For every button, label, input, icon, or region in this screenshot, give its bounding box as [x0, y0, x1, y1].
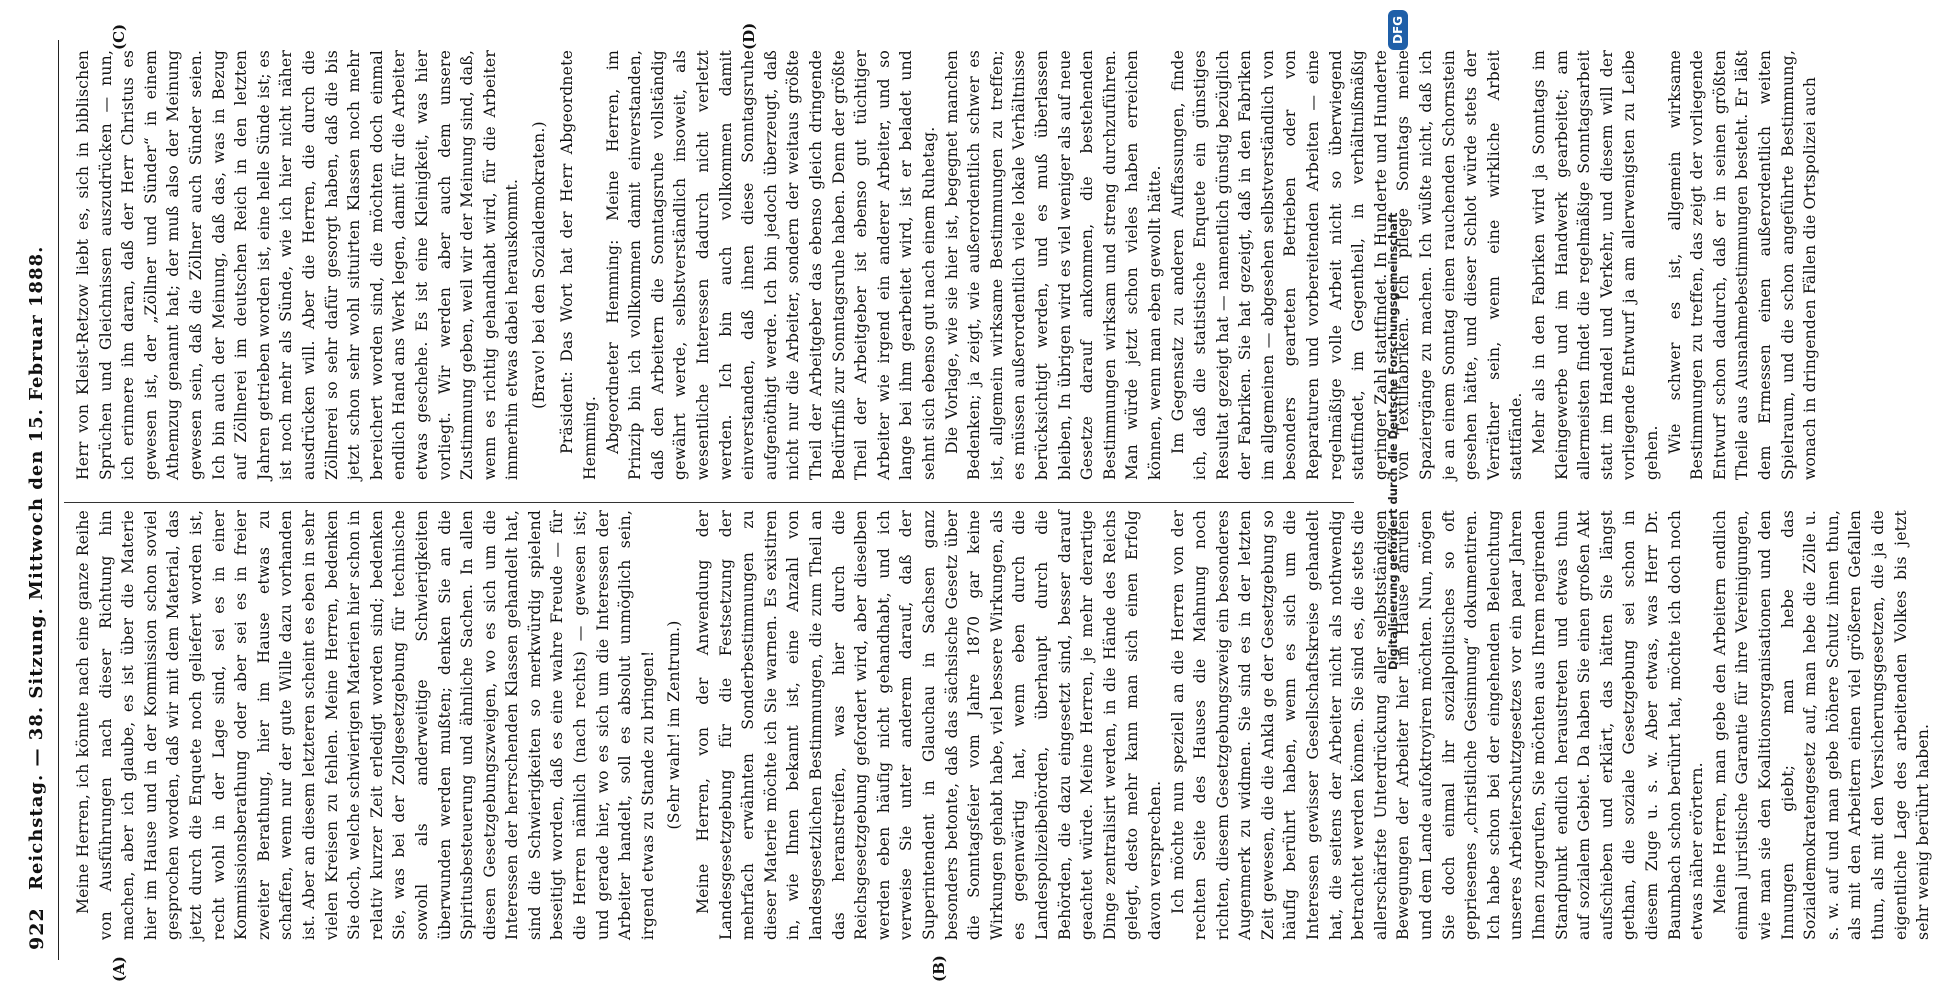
page-number: 922 [26, 907, 48, 950]
paragraph: Meine Herren, ich könnte nach eine ganze Reihe von Ausführungen nach dieser Richtung hin machen, aber ich glaube, es ist über die Materie hier im Hause und in der Kommission schon soviel gesprochen worden, daß wir mit dem Material, das jetzt durch die Enquete noch geliefert worden ist, recht wohl in der Lage sind, sei es in einer Kommissionsberathung oder aber sei es in freier zweiter Berathung, hier im Hause etwas zu schaffen, wenn nur der gute Wille dazu vorhanden ist. Aber an diesem letzteren scheint es eben in sehr vielen Kreisen zu fehlen. Meine Herren, bedenken Sie doch, welche schwierigen Materien hier schon in relativ kurzer Zeit erledigt worden sind; bedenken Sie, was bei der Zollgesetzgebung für technische sowohl als anderweitige Schwierigkeiten überwunden werden mußten; denken Sie an die Spiritusbesteuerung und ähnliche Sachen. In allen diesen Gesetzgebungszweigen, wo es sich um die Interessen der herrschenden Klassen gehandelt hat, sind die Schwierigkeiten so merkwürdig spielend beseitigt worden, daß es eine wahre Freude — für die Herren nämlich (nach rechts) — gewesen ist; und gerade hier, wo es sich um die Interessen der Arbeiter handelt, soll es absolut unmöglich sein, irgend etwas zu Stande zu bringen! [74, 510, 657, 940]
margin-mark-c: (C) [110, 23, 128, 50]
paragraph: Meine Herren, von der Anwendung der Landesgesetzgebung für die Festsetzung der mehrfach erwähnten Sonderbestimmungen zu dieser Materie möchte ich Sie warnen. Es existiren in, wie Ihnen bekannt ist, eine Anzahl von landesgesetzlichen Bestimmungen, die zum Theil an das heranstreifen, was hier durch die Reichsgesetzgebung gefordert wird, aber dieselben werden eben häufig nicht gehandhabt, und ich verweise Sie unter anderem darauf, daß der Superintendent in Glauchau in Sachsen ganz besonders betonte, daß das sächsische Gesetz über die Sonntagsfeier vom Jahre 1870 gar keine Wirkungen gehabt habe, viel bessere Wirkungen, als es gegenwärtig hat, wenn eben durch die Landespolizeibehörden, überhaupt durch die Behörden, die dazu eingesetzt sind, besser darauf geachtet würde. Meine Herren, je mehr derartige Dinge zentralisirt werden, in die Hände des Reichs gelegt, desto mehr kann man sich einen Erfolg davon versprechen. [694, 510, 1164, 940]
interjection: (Sehr wahr! im Zentrum.) [665, 620, 684, 830]
paragraph: Ich möchte nun speziell an die Herren von der rechten Seite des Hauses die Mahnung noch richten, diesem Gesetzgebungszweig ein besonderes Augenmerk zu widmen. Sie sind es in der letzten Zeit gewesen, die die Ankla ge der Gesetzgebung so häufig berührt haben, wenn es sich um die Interessen gewisser Gesellschaftskreise gehandelt hat, die seitens der Arbeiter nicht als nothwendig betrachtet werden können. Sie sind es, die stets die allerschärfste Unterdrückung aller selbstständigen Bewegungen der Arbeiter hier im Hause anrufen und dem Lande aufoktroyiren möchten. Nun, mögen Sie doch einmal ihr sozialpolitisches so oft gepriesenes „christliche Gesinnung“ dokumentiren. Ich habe schon bei der eingehenden Beleuchtung unseres Arbeiterschutzgesetzes vor ein paar Jahren Ihnen zugerufen, Sie möchten aus Ihrem negirenden Standpunkt endlich heraustreten und etwas thun auf sozialem Gebiet. Da haben Sie einen großen Akt aufschieben und erklärt, das hätten Sie längst gethan, die soziale Gesetzgebung sei schon in diesem Zuge u. s. w. Aber etwas, was Herr Dr. Baumbach schon berührt hat, möchte ich doch noch etwas näher erörtern. [1168, 510, 1707, 940]
paragraph: Meine Herren, man gebe den Arbeitern endlich einmal juristische Garantie für ihre Vereinigungen, wie man sie den Koalitionsorganisationen und den Innungen giebt; man hebe das Sozialdemokratengesetz auf, man hebe die Zölle u. s. w. auf und man gebe höhere Schutz ihnen thun, als mit den Arbeitern einen viel größeren Gefallen thun, als mit den Versicherungsgesetzen, die ja die eigentliche Lage des arbeitenden Volkes bis jetzt sehr wenig berührt haben. [1710, 510, 1933, 940]
paragraph: Abgeordneter Hemming: Meine Herren, im Prinzip bin ich vollkommen damit einverstanden, daß den Arbeitern die Sonntagsruhe vollständig gewährt werde, selbstverständlich insoweit, als wesentliche Interessen dadurch nicht verletzt werden. Ich bin auch vollkommen damit einverstanden, daß ihnen diese Sonntagsruhe aufgenöthigt werde. Ich bin jedoch überzeugt, daß nicht nur die Arbeiter, sondern der weitaus größte Theil der Arbeitgeber das ebenso gleich dringende Bedürfniß zur Sonntagsruhe haben. Denn der größte Theil der Arbeitgeber ist ebenso gut tüchtiger Arbeiter wie irgend ein anderer Arbeiter, und so lange bei ihm gearbeitet wird, ist er beladet und sehnt sich ebenso gut nach einem Ruhetag. [603, 50, 938, 480]
speaker-call: Präsident: Das Wort hat der Herr Abgeordnete Hemming. [558, 50, 600, 480]
margin-mark-a: (A) [110, 956, 128, 982]
header-rule [58, 40, 59, 960]
paragraph: Mehr als in den Fabriken wird ja Sonntags im Kleingewerbe und im Handwerk gearbeitet; am allermeisten findet die regelmäßige Sonntagsarbeit statt im Handel und Verkehr, und diesem will der vorliegende Entwurf ja am allerwenigsten zu Leibe gehen. [1530, 50, 1661, 480]
paragraph: Herr von Kleist-Retzow liebt es, sich in biblischen Sprüchen und Gleichnissen auszudrücken — nun, ich erinnere ihn daran, daß der Herr Christus es gewesen ist, der „Zöllner und Sünder“ in einem Athemzug genannt hat; der muß also der Meinung gewesen sein, daß die Zöllner auch Sünder seien. Ich bin auch der Meinung, daß das, was in Bezug auf Zöllnerei im deutschen Reich in den letzten Jahren getrieben worden ist, eine helle Sünde ist; es ist noch mehr als Sünde, wie ich hier nicht näher ausdrücken will. Aber die Herren, die durch die Zöllnerei so sehr dafür gesorgt haben, daß die bis jetzt schon sehr wohl situirten Klassen noch mehr bereichert worden sind, die möchten doch einmal endlich Hand ans Werk legen, damit für die Arbeiter etwas geschehe. Es ist eine Kleinigkeit, was hier vorliegt. Wir werden aber auch dem unsere Zustimmung geben, weil wir der Meinung sind, daß, wenn es richtig gehandhabt wird, für die Arbeiter immerhin etwas dabei herauskommt. [74, 50, 522, 480]
paragraph: Im Gegensatz zu anderen Auffassungen, finde ich, daß die statistische Enquete ein günstiges Resultat gezeigt hat — namentlich günstig bezüglich der Fabriken. Sie hat gezeigt, daß in den Fabriken im allgemeinen — abgesehen selbstverständlich von besonders gearteten Betrieben oder von Reparaturen und vorbereitenden Arbeiten — eine regelmäßige volle Arbeit nicht so überwiegend stattfindet, im Gegentheil, in verhältnißmäßig geringer Zahl stattfindet. In Hunderte und Hunderte von Textilfabriken. Ich pflege Sonntags meine Spaziergänge zu machen. Ich wüßte nicht, daß ich je an einem Sonntag einen rauchenden Schornstein gesehen hätte, und dieser Schlot würde stets der Verräther sein, wenn eine wirkliche Arbeit stattfände. [1168, 50, 1526, 480]
paragraph: Wie schwer es ist, allgemein wirksame Bestimmungen zu treffen, das zeigt der vorliegende Entwurf schon dadurch, daß er in seinen größten Theile aus Ausnahmebestimmungen besteht. Er läßt dem Ermessen einen außerordentlich weiten Spielraum, und die schon angeführte Bestimmung, wonach in dringenden Fällen die Ortspolizei auch [1665, 50, 1820, 480]
margin-mark-d: (D) [740, 22, 758, 50]
left-column [72, 510, 1933, 940]
interjection: (Bravo! bei den Sozialdemokraten.) [529, 121, 548, 409]
digitization-credit: Digitalisierung gefördert durch die Deutsche Forschungsgemeinschaft [1386, 212, 1400, 670]
paragraph: Die Vorlage, wie sie hier ist, begegnet manchen Bedenken; ja zeigt, wie außerordentlich schwer es ist, allgemein wirksame Bestimmungen zu treffen; es müssen außerordentlich viele lokale Verhältnisse berücksichtigt werden, und es muß überlassen bleiben, In übrigen wird es viel weniger als auf neue Gesetze darauf ankommen, die bestehenden Bestimmungen wirksam und streng durchzuführen. Man würde jetzt schon vieles haben erreichen können, wenn man eben gewollt hätte. [942, 50, 1164, 480]
dfg-logo: DFG [1388, 10, 1408, 50]
margin-mark-b: (B) [930, 955, 948, 982]
running-head: Reichstag. — 38. Sitzung. Mittwoch den 15. Februar 1888. [26, 245, 47, 890]
page-header [26, 40, 54, 960]
column-divider [64, 502, 1354, 503]
